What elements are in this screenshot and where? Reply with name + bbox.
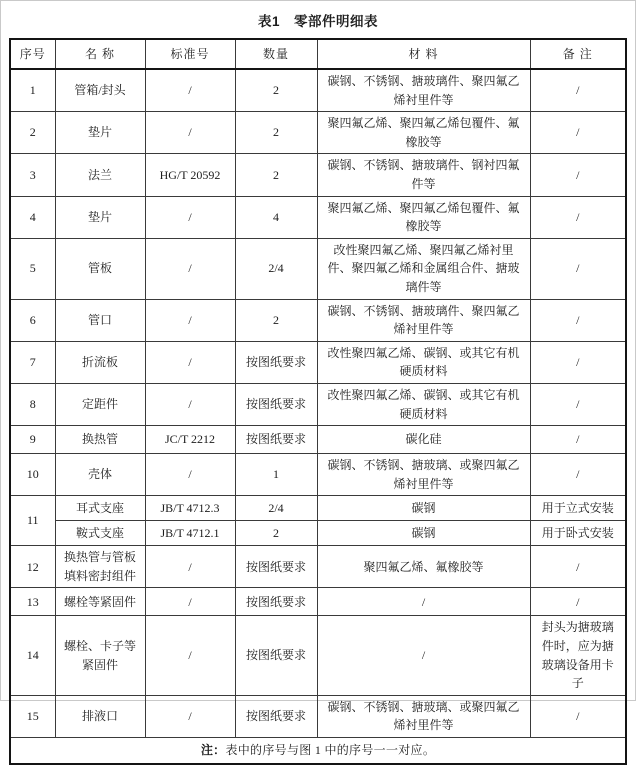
cell-remark: / xyxy=(530,383,626,425)
cell-remark: / xyxy=(530,112,626,154)
cell-qty: 2 xyxy=(235,69,317,112)
cell-qty: 按图纸要求 xyxy=(235,695,317,737)
cell-standard: / xyxy=(145,588,235,616)
cell-material: 碳钢 xyxy=(317,496,530,521)
cell-no: 9 xyxy=(10,426,55,454)
table-row xyxy=(10,454,626,496)
cell-qty: 2 xyxy=(235,521,317,546)
cell-remark: / xyxy=(530,299,626,341)
cell-qty: 按图纸要求 xyxy=(235,341,317,383)
cell-no: 10 xyxy=(10,454,55,496)
cell-material: 改性聚四氟乙烯、聚四氟乙烯衬里件、聚四氟乙烯和金属组合件、搪玻璃件等 xyxy=(317,238,530,299)
cell-material: 聚四氟乙烯、氟橡胶等 xyxy=(317,546,530,588)
cell-standard: HG/T 20592 xyxy=(145,154,235,196)
cell-remark: 用于立式安装 xyxy=(530,496,626,521)
cell-qty: 按图纸要求 xyxy=(235,616,317,695)
table-row xyxy=(10,426,626,454)
cell-remark: / xyxy=(530,341,626,383)
cell-standard: / xyxy=(145,616,235,695)
cell-remark: / xyxy=(530,69,626,112)
cell-name: 垫片 xyxy=(55,196,145,238)
cell-no: 14 xyxy=(10,616,55,695)
cell-no: 4 xyxy=(10,196,55,238)
cell-standard: JB/T 4712.3 xyxy=(145,496,235,521)
cell-qty: 按图纸要求 xyxy=(235,383,317,425)
cell-qty: 按图纸要求 xyxy=(235,546,317,588)
cell-remark: 封头为搪玻璃件时，应为搪玻璃设备用卡子 xyxy=(530,616,626,695)
table-row xyxy=(10,588,626,616)
header-material: 材 料 xyxy=(317,39,530,69)
cell-material: 改性聚四氟乙烯、碳钢、或其它有机硬质材料 xyxy=(317,383,530,425)
cell-no: 3 xyxy=(10,154,55,196)
note-label: 注： xyxy=(200,742,226,757)
cell-remark: 用于卧式安装 xyxy=(530,521,626,546)
table-row xyxy=(10,154,626,196)
cell-name: 耳式支座 xyxy=(55,496,145,521)
cell-standard: / xyxy=(145,695,235,737)
cell-no: 12 xyxy=(10,546,55,588)
cell-name: 换热管与管板填料密封组件 xyxy=(55,546,145,588)
cell-standard: / xyxy=(145,69,235,112)
table-row xyxy=(10,299,626,341)
table-row xyxy=(10,496,626,521)
cell-material: 聚四氟乙烯、聚四氟乙烯包覆件、氟橡胶等 xyxy=(317,196,530,238)
cell-qty: 2/4 xyxy=(235,496,317,521)
note-row xyxy=(10,738,626,764)
cell-standard: / xyxy=(145,383,235,425)
cell-standard: / xyxy=(145,112,235,154)
cell-name: 螺栓、卡子等紧固件 xyxy=(55,616,145,695)
cell-material: 碳钢、不锈钢、搪玻璃件、钢衬四氟件等 xyxy=(317,154,530,196)
cell-no: 1 xyxy=(10,69,55,112)
table-row xyxy=(10,341,626,383)
cell-name: 管口 xyxy=(55,299,145,341)
cell-no: 5 xyxy=(10,238,55,299)
cell-qty: 1 xyxy=(235,454,317,496)
cell-name: 折流板 xyxy=(55,341,145,383)
cell-no: 15 xyxy=(10,695,55,737)
cell-standard: / xyxy=(145,454,235,496)
table-note xyxy=(10,738,626,764)
cell-no: 8 xyxy=(10,383,55,425)
cell-name: 定距件 xyxy=(55,383,145,425)
header-name: 名 称 xyxy=(55,39,145,69)
cell-material: 改性聚四氟乙烯、碳钢、或其它有机硬质材料 xyxy=(317,341,530,383)
cell-name: 垫片 xyxy=(55,112,145,154)
cell-standard: JB/T 4712.1 xyxy=(145,521,235,546)
cell-remark: / xyxy=(530,546,626,588)
cell-name: 排液口 xyxy=(55,695,145,737)
cell-name: 管板 xyxy=(55,238,145,299)
table-row xyxy=(10,69,626,112)
cell-remark: / xyxy=(530,426,626,454)
cell-standard: / xyxy=(145,196,235,238)
cell-qty: 2 xyxy=(235,154,317,196)
note-text: 表中的序号与图 1 中的序号一一对应。 xyxy=(225,742,436,757)
table-row xyxy=(10,238,626,299)
cell-standard: / xyxy=(145,238,235,299)
cell-name: 壳体 xyxy=(55,454,145,496)
header-row xyxy=(10,39,626,69)
cell-qty: 2 xyxy=(235,299,317,341)
table-row xyxy=(10,112,626,154)
cell-material: / xyxy=(317,616,530,695)
cell-no: 11 xyxy=(10,496,55,546)
cell-name: 换热管 xyxy=(55,426,145,454)
cell-standard: / xyxy=(145,546,235,588)
cell-name: 管箱/封头 xyxy=(55,69,145,112)
parts-table xyxy=(9,38,627,765)
table-row xyxy=(10,383,626,425)
cell-standard: / xyxy=(145,299,235,341)
table-row xyxy=(10,546,626,588)
page-title: 表1 零部件明细表 xyxy=(257,14,378,29)
cell-no: 6 xyxy=(10,299,55,341)
cell-qty: 2/4 xyxy=(235,238,317,299)
cell-standard: JC/T 2212 xyxy=(145,426,235,454)
table-row xyxy=(10,695,626,737)
cell-no: 7 xyxy=(10,341,55,383)
cell-remark: / xyxy=(530,238,626,299)
cell-material: 碳钢、不锈钢、搪玻璃件、聚四氟乙烯衬里件等 xyxy=(317,69,530,112)
cell-material: 碳钢、不锈钢、搪玻璃、或聚四氟乙烯衬里件等 xyxy=(317,695,530,737)
cell-material: 碳化硅 xyxy=(317,426,530,454)
header-no: 序号 xyxy=(10,39,55,69)
cell-qty: 4 xyxy=(235,196,317,238)
cell-material: 碳钢、不锈钢、搪玻璃、或聚四氟乙烯衬里件等 xyxy=(317,454,530,496)
cell-remark: / xyxy=(530,196,626,238)
cell-remark: / xyxy=(530,588,626,616)
cell-material: 碳钢 xyxy=(317,521,530,546)
cell-qty: 按图纸要求 xyxy=(235,588,317,616)
cell-no: 2 xyxy=(10,112,55,154)
cell-material: 碳钢、不锈钢、搪玻璃件、聚四氟乙烯衬里件等 xyxy=(317,299,530,341)
cell-remark: / xyxy=(530,695,626,737)
cell-name: 法兰 xyxy=(55,154,145,196)
cell-material: / xyxy=(317,588,530,616)
cell-remark: / xyxy=(530,454,626,496)
cell-name: 螺栓等紧固件 xyxy=(55,588,145,616)
header-standard: 标准号 xyxy=(145,39,235,69)
cell-material: 聚四氟乙烯、聚四氟乙烯包覆件、氟橡胶等 xyxy=(317,112,530,154)
cell-qty: 按图纸要求 xyxy=(235,426,317,454)
table-row xyxy=(10,521,626,546)
cell-no: 13 xyxy=(10,588,55,616)
header-qty: 数量 xyxy=(235,39,317,69)
cell-qty: 2 xyxy=(235,112,317,154)
cell-name: 鞍式支座 xyxy=(55,521,145,546)
header-remark: 备 注 xyxy=(530,39,626,69)
cell-remark: / xyxy=(530,154,626,196)
table-row xyxy=(10,196,626,238)
table-row xyxy=(10,616,626,695)
cell-standard: / xyxy=(145,341,235,383)
